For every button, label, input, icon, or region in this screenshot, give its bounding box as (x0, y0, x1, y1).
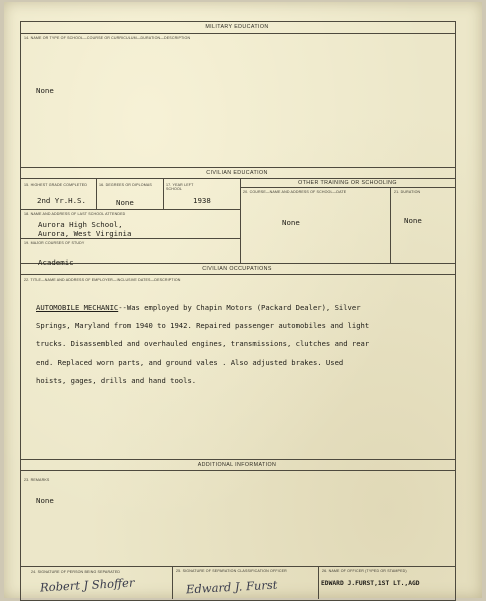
duration-value: None (404, 216, 422, 225)
year-left-label: 17. YEAR LEFT SCHOOL (166, 183, 194, 191)
officer-signature-label: 25. SIGNATURE OF SEPARATION CLASSIFICATION OFFICER (176, 569, 287, 573)
divider (240, 187, 455, 188)
other-training-header: OTHER TRAINING OR SCHOOLING (298, 180, 397, 186)
divider (172, 566, 173, 599)
divider (20, 167, 455, 168)
major-courses-value: Academic (38, 258, 74, 267)
divider (20, 274, 455, 275)
military-school-label: 14. NAME OR TYPE OF SCHOOL—COURSE OR CURRICULUM—DURATION—DESCRIPTION (24, 36, 191, 40)
divider (96, 178, 97, 209)
major-courses-label: 19. MAJOR COURSES OF STUDY (24, 241, 85, 245)
other-course-value: None (282, 218, 300, 227)
officer-signature: Edward J. Furst (185, 577, 278, 597)
officer-name-label: 26. NAME OF OFFICER (TYPED OR STAMPED) (322, 569, 407, 573)
divider (20, 459, 455, 460)
occupation-title: AUTOMOBILE MECHANIC (36, 303, 119, 312)
last-school-line-2: Aurora, West Virginia (38, 229, 132, 238)
degrees-value: None (116, 198, 134, 207)
divider (20, 209, 240, 210)
occupation-text: --Was employed by Chapin Motors (Packard Dealer), Silver Springs, Maryland from 1940 to 1942. Repaired passenger automobiles and light trucks. Disassembled and overhauled engines, transmissions, clutches and rear end. Replaced worn parts, and ground vales . Also adjusted brakes. Used hoists, gages, drills and hand tools. (36, 303, 370, 385)
highest-grade-value: 2nd Yr.H.S. (37, 196, 86, 205)
occupation-description (36, 299, 446, 390)
military-education-header: MILITARY EDUCATION (205, 24, 269, 30)
occupation-label: 22. TITLE—NAME AND ADDRESS OF EMPLOYER—INCLUSIVE DATES—DESCRIPTION (24, 278, 181, 282)
divider (20, 263, 455, 264)
divider (318, 566, 319, 599)
last-school-label: 18. NAME AND ADDRESS OF LAST SCHOOL ATTENDED (24, 212, 126, 216)
duration-label: 21. DURATION (394, 190, 421, 194)
last-school-line-1: Aurora High School, (38, 220, 123, 229)
divider (20, 566, 455, 567)
remarks-value: None (36, 496, 54, 505)
divider (20, 33, 455, 34)
divider (20, 178, 455, 179)
civilian-occupations-header: CIVILIAN OCCUPATIONS (202, 266, 272, 272)
degrees-label: 16. DEGREES OR DIPLOMAS (99, 183, 152, 187)
civilian-education-header: CIVILIAN EDUCATION (206, 170, 268, 176)
divider (20, 470, 455, 471)
other-course-label: 20. COURSE—NAME AND ADDRESS OF SCHOOL—DATE (243, 190, 347, 194)
divider (20, 238, 240, 239)
highest-grade-label: 15. HIGHEST GRADE COMPLETED (24, 183, 88, 187)
remarks-label: 23. REMARKS (24, 478, 50, 482)
divider (240, 178, 241, 263)
divider (163, 178, 164, 209)
military-school-value: None (36, 86, 54, 95)
person-signature-label: 24. SIGNATURE OF PERSON BEING SEPARATED (31, 570, 121, 574)
year-left-value: 1938 (193, 196, 211, 205)
officer-name-stamp: EDWARD J.FURST,1ST LT.,AGD (321, 580, 420, 587)
additional-information-header: ADDITIONAL INFORMATION (197, 462, 277, 468)
divider (390, 187, 391, 263)
person-signature: Robert J Shoffer (39, 575, 135, 595)
